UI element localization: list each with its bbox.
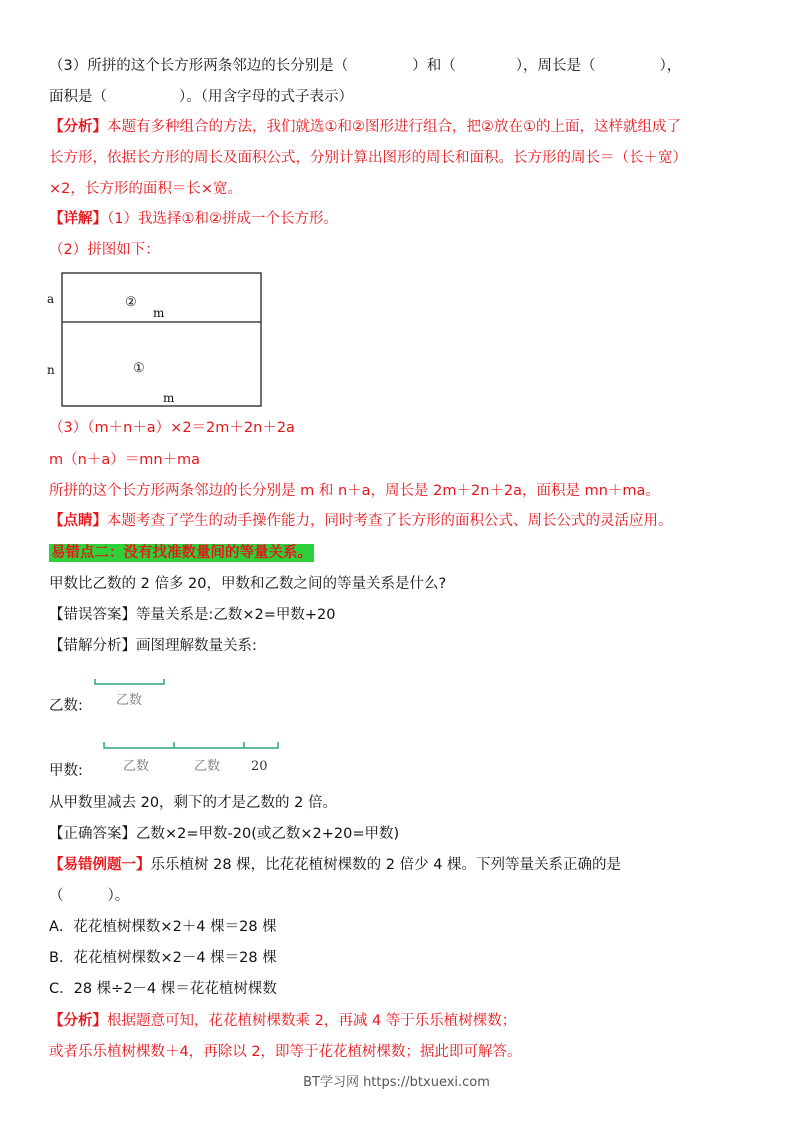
question-3-line-1: （3）所拼的这个长方形两条邻边的长分别是（ ）和（ ），周长是（ ）， — [49, 58, 682, 74]
remark-line: 【点睛】本题考查了学生的动手操作能力，同时考查了长方形的面积公式、周长公式的灵活应用。 — [49, 513, 673, 529]
example-line-1: 【易错例题一】乐乐植树 28 棵，比花花植树棵数的 2 倍少 4 棵。下列等量关系正确的是 — [49, 857, 622, 873]
outer-rectangle — [62, 273, 261, 406]
footer-watermark: BT学习网 https://btxuexi.com — [303, 1075, 490, 1090]
option-b: B．花花植树棵数×2－4 棵＝28 棵 — [49, 950, 277, 966]
explanation-line: 从甲数里减去 20，剩下的才是乙数的 2 倍。 — [49, 795, 338, 811]
analysis-1-line-3: ×2，长方形的面积＝长×宽。 — [49, 181, 243, 197]
segment-yi: 乙数 — [116, 693, 143, 708]
segment-jia-1: 乙数 — [123, 759, 150, 774]
rectangle-figure — [40, 268, 280, 408]
option-c: C．28 棵÷2－4 棵＝花花植树棵数 — [49, 981, 277, 997]
label-jia: 甲数: — [49, 763, 83, 779]
question-3-line-2: 面积是（ ）。（用含字母的式子表示） — [49, 89, 353, 105]
wrong-answer-line: 【错误答案】等量关系是:乙数×2=甲数+20 — [49, 607, 336, 623]
detail-line-2: （2）拼图如下： — [49, 242, 160, 258]
label-side-n: n — [47, 363, 55, 377]
analysis-2-line-1: 【分析】根据题意可知，花花植树棵数乘 2，再减 4 等于乐乐植树棵数； — [49, 1013, 517, 1029]
bar-diagram — [90, 676, 290, 778]
label-piece-2: ② — [125, 295, 137, 310]
question-2-text: 甲数比乙数的 2 倍多 20，甲数和乙数之间的等量关系是什么? — [49, 576, 447, 592]
example-line-2: （ ）。 — [49, 888, 130, 904]
label-side-a: a — [47, 292, 55, 306]
bracket-yi — [95, 679, 164, 684]
error-point-title: 易错点二：没有找准数量间的等量关系。 — [51, 545, 312, 561]
analysis-1-line-1: 【分析】本题有多种组合的方法，我们就选①和②图形进行组合，把②放在①的上面，这样就组成了 — [49, 119, 681, 135]
label-yi: 乙数: — [49, 698, 83, 714]
analysis-1-line-2: 长方形，依据长方形的周长及面积公式，分别计算出图形的周长和面积。长方形的周长＝（长＋宽） — [49, 150, 687, 166]
segment-jia-2: 乙数 — [194, 759, 221, 774]
option-a: A．花花植树棵数×2＋4 棵＝28 棵 — [49, 919, 277, 935]
correct-answer-line: 【正确答案】乙数×2=甲数-20(或乙数×2+20=甲数) — [49, 826, 400, 842]
label-piece-1: ① — [133, 361, 145, 376]
solution-line-2: m（n＋a）＝mn＋ma — [49, 452, 201, 468]
analysis-2-line-2: 或者乐乐植树棵数＋4，再除以 2，即等于花花植树棵数；据此即可解答。 — [49, 1044, 522, 1060]
solution-line-3: 所拼的这个长方形两条邻边的长分别是 m 和 n＋a，周长是 2m＋2n＋2a，面积是 mn＋ma。 — [49, 483, 660, 499]
label-width-m-top: m — [153, 306, 165, 320]
segment-jia-3: 20 — [251, 759, 268, 774]
bracket-jia — [104, 742, 278, 748]
detail-line-1: 【详解】（1）我选择①和②拼成一个长方形。 — [49, 211, 338, 227]
solution-line-1: （3）（m＋n＋a）×2＝2m＋2n＋2a — [49, 420, 295, 436]
wrong-analysis-line: 【错解分析】画图理解数量关系: — [49, 638, 257, 654]
label-width-m-bottom: m — [163, 391, 175, 405]
